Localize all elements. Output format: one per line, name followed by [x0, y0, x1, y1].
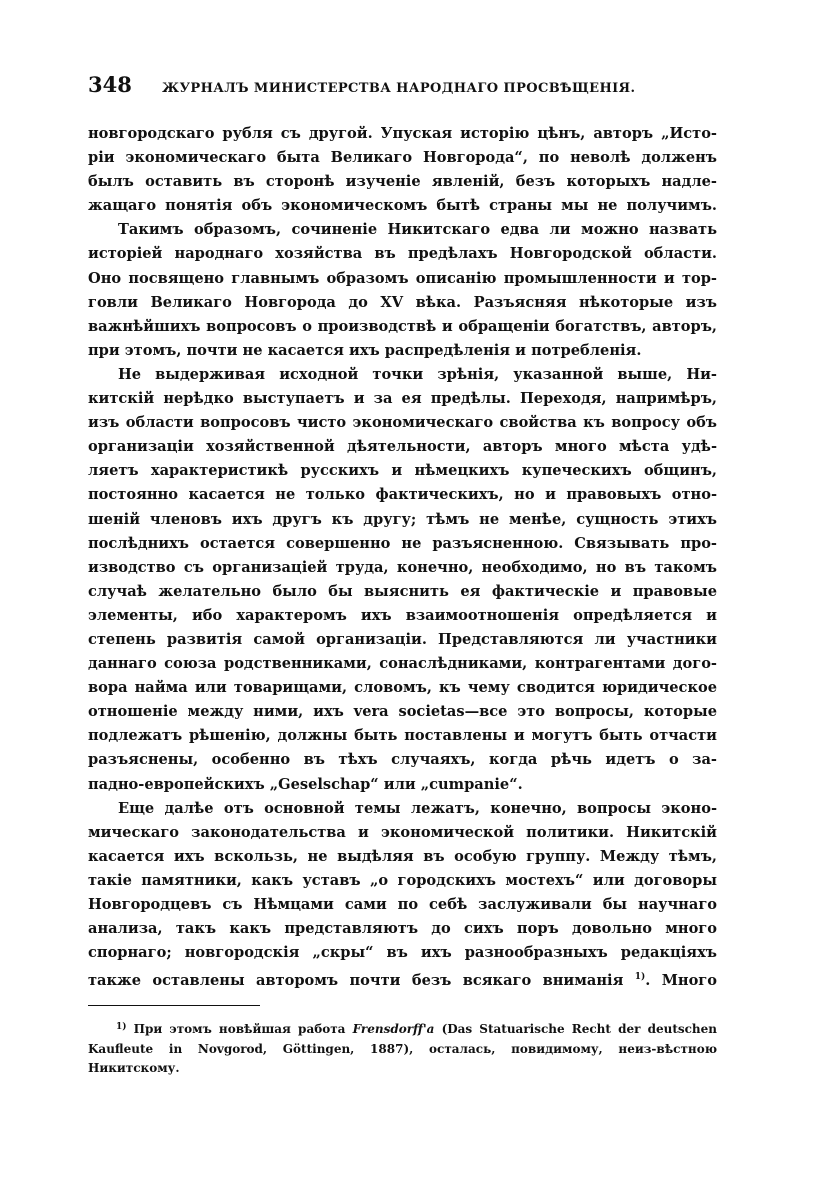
- text-line: степень развитія самой организаціи. Представляются ли участники: [88, 630, 717, 648]
- text-line: элементы, ибо характеромъ ихъ взаимоотношенія опредѣляется и: [88, 606, 717, 624]
- text-line: Новгородцевъ съ Нѣмцами сами по себѣ заслуживали бы научнаго: [88, 896, 717, 913]
- journal-title: ЖУРНАЛЪ МИНИСТЕРСТВА НАРОДНАГО ПРОСВѢЩЕНІЯ.: [162, 81, 636, 96]
- footnote-text: [88, 1018, 717, 1079]
- text-line: Оно посвящено главнымъ образомъ описанію промышленности и тор-: [88, 269, 717, 287]
- footnote-marker: 1): [116, 1022, 127, 1033]
- text-line: исторіей народнаго хозяйства въ предѣлахъ Новгородской области.: [88, 245, 717, 263]
- text-line: Такимъ образомъ, сочиненіе Никитскаго едва ли можно назвать: [118, 221, 717, 239]
- text-line: китскій нерѣдко выступаетъ и за ея предѣлы. Переходя, напримѣръ,: [88, 390, 717, 408]
- text-line: организаціи хозяйственной дѣятельности, авторъ много мѣста удѣ-: [88, 438, 717, 456]
- footnote: [88, 1018, 717, 1079]
- text-line: даннаго союза родственниками, сонаслѣдниками, контрагентами дого-: [88, 655, 717, 673]
- text-line: шеній членовъ ихъ другъ къ другу; тѣмъ не менѣе, сущность этихъ: [88, 510, 717, 528]
- footnote-line-2: deutschen Kaufleute in Novgorod, Göttingen, 1887), осталась, повидимому, неиз-: [88, 1022, 718, 1056]
- text-line: отношеніе между ними, ихъ vera societas—все это вопросы, которые: [88, 703, 717, 721]
- footnote-reference[interactable]: 1): [634, 972, 646, 983]
- text-line: постоянно касается не только фактическихъ, но и правовыхъ отно-: [88, 486, 717, 504]
- text-line-content: также оставлены авторомъ почти безъ всякаго вниманія: [88, 972, 624, 990]
- footnote-title: (Das Statuarische Recht der: [441, 1022, 641, 1037]
- text-line: ляетъ характеристикѣ русскихъ и нѣмецкихъ купеческихъ общинъ,: [88, 462, 717, 480]
- running-head: [88, 72, 717, 104]
- text-line: при этомъ, почти не касается ихъ распредѣленія и потребленія.: [88, 341, 642, 359]
- text-line: ріи экономическаго быта Великаго Новгорода“, по неволѣ долженъ: [88, 149, 717, 167]
- text-line: случаѣ желательно было бы выяснить ея фактическіе и правовые: [88, 582, 717, 600]
- page-number: 348: [88, 72, 132, 97]
- text-line: падно-европейскихъ „Geselschap“ или „cumpanie“.: [88, 775, 523, 793]
- text-line: [88, 965, 717, 993]
- text-line: важнѣйшихъ вопросовъ о производствѣ и обращеніи богатствъ, авторъ,: [88, 317, 717, 335]
- body-text: [88, 122, 717, 993]
- footnote-divider: [88, 1005, 260, 1006]
- text-line: изводство съ организаціей труда, конечно, необходимо, но въ такомъ: [88, 558, 717, 576]
- text-line: новгородскаго рубля съ другой. Упуская исторію цѣнъ, авторъ „Исто-: [88, 125, 717, 142]
- text-line: разъяснены, особенно въ тѣхъ случаяхъ, когда рѣчь идетъ о за-: [88, 751, 717, 769]
- text-line: такіе памятники, какъ уставъ „о городскихъ мостехъ“ или договоры: [88, 871, 717, 889]
- text-line: былъ оставить въ сторонѣ изученіе явленій, безъ которыхъ надле-: [88, 173, 717, 191]
- book-page: [88, 72, 717, 1079]
- text-line: Еще далѣе отъ основной темы лежатъ, конечно, вопросы эконо-: [118, 799, 717, 817]
- text-line-tail: . Много: [645, 972, 717, 990]
- text-line: спорнаго; новгородскія „скры“ въ ихъ разнообразныхъ редакціяхъ: [88, 944, 717, 962]
- text-line: Не выдерживая исходной точки зрѣнія, указанной выше, Ни-: [118, 365, 717, 383]
- text-line: подлежатъ рѣшенію, должны быть поставлены и могутъ быть отчасти: [88, 727, 717, 745]
- text-line: говли Великаго Новгорода до XV вѣка. Разъясняя нѣкоторые изъ: [88, 293, 717, 311]
- footnote-author: Frensdorff'a: [352, 1022, 435, 1037]
- text-line: изъ области вопросовъ чисто экономическаго свойства къ вопросу объ: [88, 414, 717, 432]
- text-line: жащаго понятія объ экономическомъ бытѣ страны мы не получимъ.: [88, 197, 717, 215]
- text-line: вора найма или товарищами, словомъ, къ чему сводится юридическое: [88, 679, 717, 697]
- text-line: послѣднихъ остается совершенно не разъясненною. Связывать про-: [88, 534, 717, 552]
- text-line: анализа, такъ какъ представляютъ до сихъ поръ довольно много: [88, 920, 717, 938]
- footnote-line-3: вѣстною Никитскому.: [88, 1041, 717, 1076]
- footnote-lead: При этомъ новѣйшая работа: [133, 1022, 346, 1037]
- text-line: мическаго законодательства и экономической политики. Никитскій: [88, 823, 717, 841]
- text-line: касается ихъ вскользь, не выдѣляя въ особую группу. Между тѣмъ,: [88, 847, 717, 865]
